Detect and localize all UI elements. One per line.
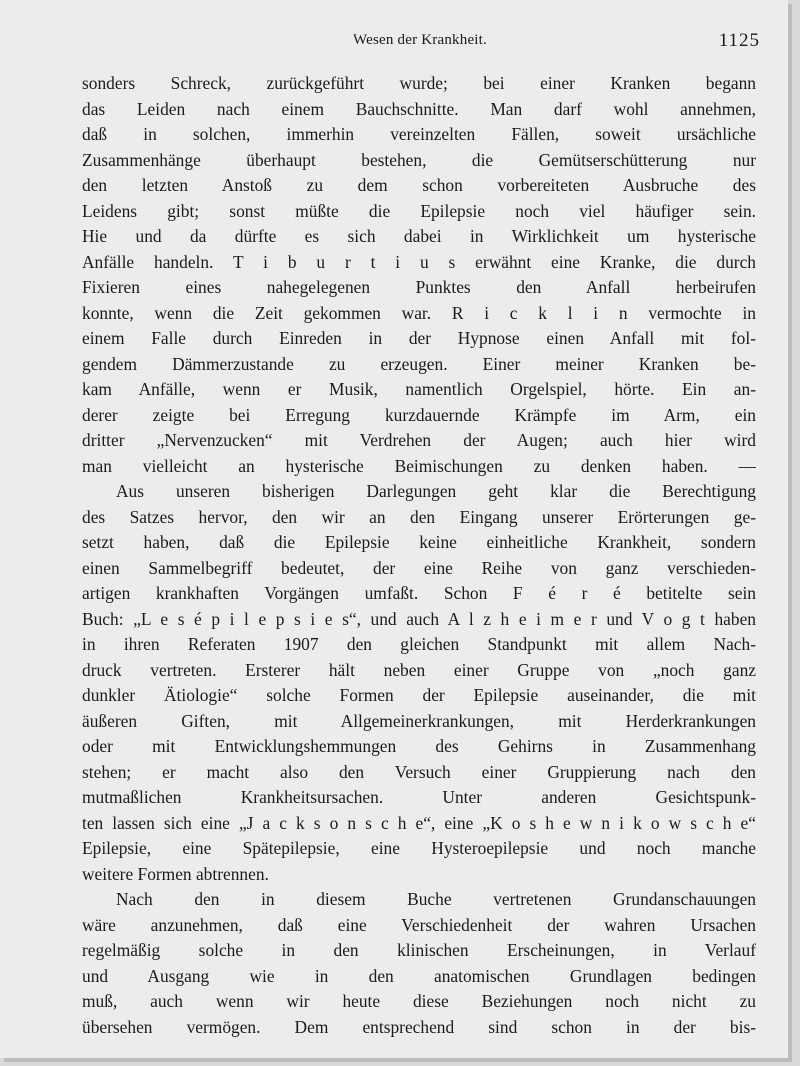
- text-line: ten lassen sich eine „J a c k s o n s c h e“, eine „K o s h e w n i k o w s c h e“: [82, 812, 756, 833]
- text-line: artigen krankhaften Vorgängen umfaßt. Schon F é r é betitelte sein: [82, 583, 756, 603]
- text-line: Leidens gibt; sonst müßte die Epilepsie noch viel häufiger sein.: [82, 200, 756, 221]
- text-line: Anfälle handeln. T i b u r t i u s erwähnt eine Kranke, die durch: [82, 251, 756, 272]
- text-line: äußeren Giften, mit Allgemeinerkrankungen, mit Herderkrankungen: [82, 710, 756, 731]
- text-line: wäre anzunehmen, daß eine Verschiedenheit der wahren Ursachen: [82, 914, 756, 935]
- page-number: 1125: [718, 30, 760, 51]
- running-head: [80, 32, 760, 56]
- text-line: Buch: „L e s é p i l e p s i e s“, und auch A l z h e i m e r und V o g t haben: [82, 608, 756, 629]
- text-line: Epilepsie, eine Spätepilepsie, eine Hysteroepilepsie und noch manche: [82, 838, 756, 858]
- text-line: weitere Formen abtrennen.: [82, 863, 269, 884]
- text-line: Zusammenhänge überhaupt bestehen, die Gemütserschütterung nur: [82, 149, 756, 170]
- text-line: Aus unseren bisherigen Darlegungen geht klar die Berechtigung: [116, 481, 756, 501]
- text-line: muß, auch wenn wir heute diese Beziehungen noch nicht zu: [82, 991, 756, 1011]
- text-line: das Leiden nach einem Bauchschnitte. Man darf wohl annehmen,: [82, 98, 756, 119]
- text-line: gendem Dämmerzustande zu erzeugen. Einer meiner Kranken be-: [82, 353, 756, 374]
- text-line: dunkler Ätiologie“ solche Formen der Epilepsie auseinander, die mit: [82, 685, 756, 705]
- text-line: übersehen vermögen. Dem entsprechend sind schon in der bis-: [82, 1016, 756, 1037]
- text-line: sonders Schreck, zurückgeführt wurde; bei einer Kranken begann: [82, 73, 756, 93]
- body-text: [82, 71, 756, 1040]
- text-line: und Ausgang wie in den anatomischen Grundlagen bedingen: [82, 965, 756, 986]
- text-line: mutmaßlichen Krankheitsursachen. Unter anderen Gesichtspunk-: [82, 787, 756, 807]
- text-line: daß in solchen, immerhin vereinzelten Fällen, soweit ursächliche: [82, 124, 756, 144]
- text-line: einen Sammelbegriff bedeutet, der eine Reihe von ganz verschieden-: [82, 557, 756, 578]
- text-line: den letzten Anstoß zu dem schon vorbereiteten Ausbruche des: [82, 175, 756, 195]
- text-line: setzt haben, daß die Epilepsie keine einheitliche Krankheit, sondern: [82, 532, 756, 552]
- text-line: oder mit Entwicklungshemmungen des Gehirns in Zusammenhang: [82, 736, 756, 756]
- text-line: regelmäßig solche in den klinischen Erscheinungen, in Verlauf: [82, 940, 756, 960]
- text-line: Nach den in diesem Buche vertretenen Grundanschauungen: [116, 889, 756, 909]
- text-line: stehen; er macht also den Versuch einer Gruppierung nach den: [82, 761, 756, 782]
- running-title: Wesen der Krankheit.: [353, 32, 487, 48]
- text-line: einem Falle durch Einreden in der Hypnose einen Anfall mit fol-: [82, 328, 756, 348]
- text-line: man vielleicht an hysterische Beimischungen zu denken haben. —: [82, 455, 756, 476]
- text-line: dritter „Nervenzucken“ mit Verdrehen der Augen; auch hier wird: [82, 430, 756, 450]
- text-line: konnte, wenn die Zeit gekommen war. R i c k l i n vermochte in: [82, 302, 756, 323]
- text-line: des Satzes hervor, den wir an den Eingang unserer Erörterungen ge-: [82, 506, 756, 527]
- text-line: kam Anfälle, wenn er Musik, namentlich Orgelspiel, hörte. Ein an-: [82, 379, 756, 399]
- text-line: Hie und da dürfte es sich dabei in Wirklichkeit um hysterische: [82, 226, 756, 246]
- text-line: Fixieren eines nahegelegenen Punktes den Anfall herbeirufen: [82, 277, 756, 297]
- text-line: derer zeigte bei Erregung kurzdauernde Krämpfe im Arm, ein: [82, 404, 756, 425]
- text-line: druck vertreten. Ersterer hält neben einer Gruppe von „noch ganz: [82, 659, 756, 680]
- text-line: in ihren Referaten 1907 den gleichen Standpunkt mit allem Nach-: [82, 634, 756, 654]
